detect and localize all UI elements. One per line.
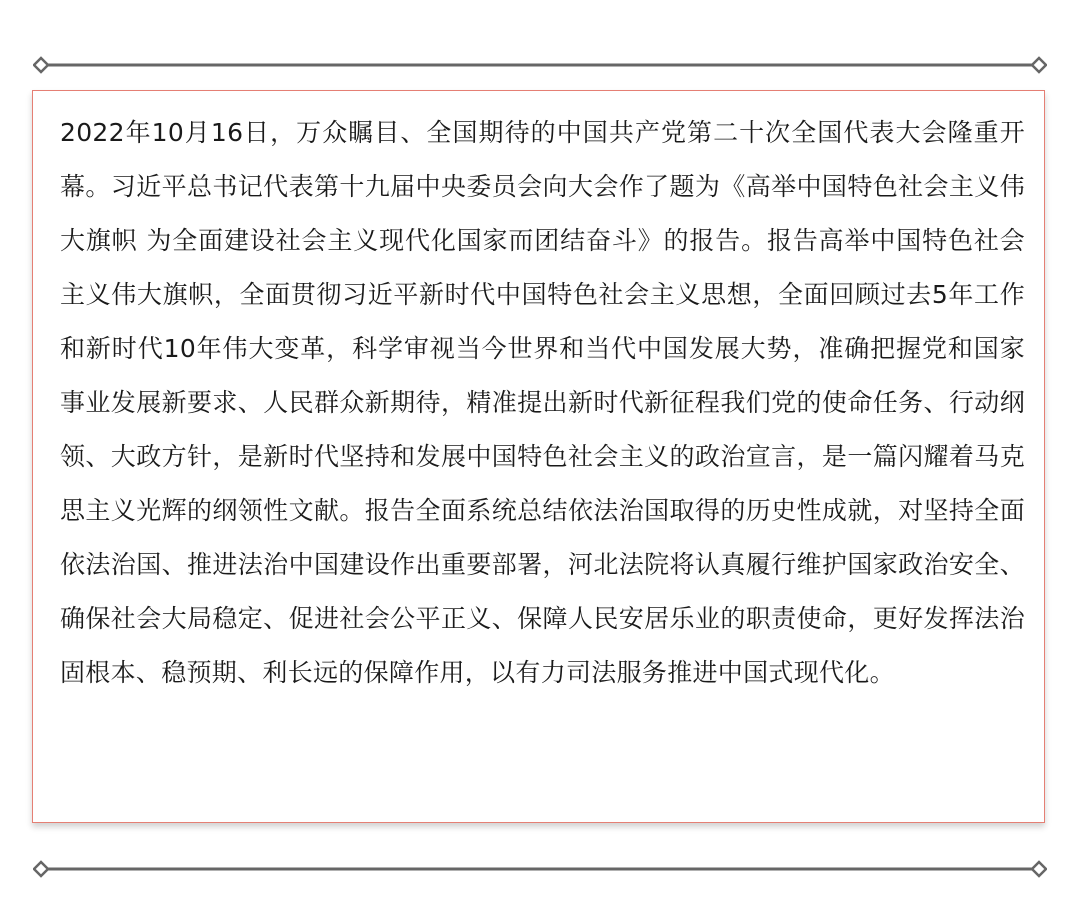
bottom-divider bbox=[33, 860, 1047, 878]
top-divider bbox=[33, 56, 1047, 74]
article-card bbox=[32, 90, 1045, 823]
article-paragraph: 2022年10月16日，万众瞩目、全国期待的中国共产党第二十次全国代表大会隆重开幕。习近平总书记代表第十九届中央委员会向大会作了题为《高举中国特色社会主义伟大旗帜 为全面建设社会主义现代化国家而团结奋斗》的报告。报告高举中国特色社会主义伟大旗帜，全面贯彻习近平新时代中国特色社会主义思想，全面回顾过去5年工作和新时代10年伟大变革，科学审视当今世界和当代中国发展大势，准确把握党和国家事业发展新要求、人民群众新期待，精准提出新时代新征程我们党的使命任务、行动纲领、大政方针，是新时代坚持和发展中国特色社会主义的政治宣言，是一篇闪耀着马克思主义光辉的纲领性文献。报告全面系统总结依法治国取得的历史性成就，对坚持全面依法治国、推进法治中国建设作出重要部署，河北法院将认真履行维护国家政治安全、确保社会大局稳定、促进社会公平正义、保障人民安居乐业的职责使命，更好发挥法治固根本、稳预期、利长远的保障作用，以有力司法服务推进中国式现代化。 bbox=[60, 118, 1025, 687]
